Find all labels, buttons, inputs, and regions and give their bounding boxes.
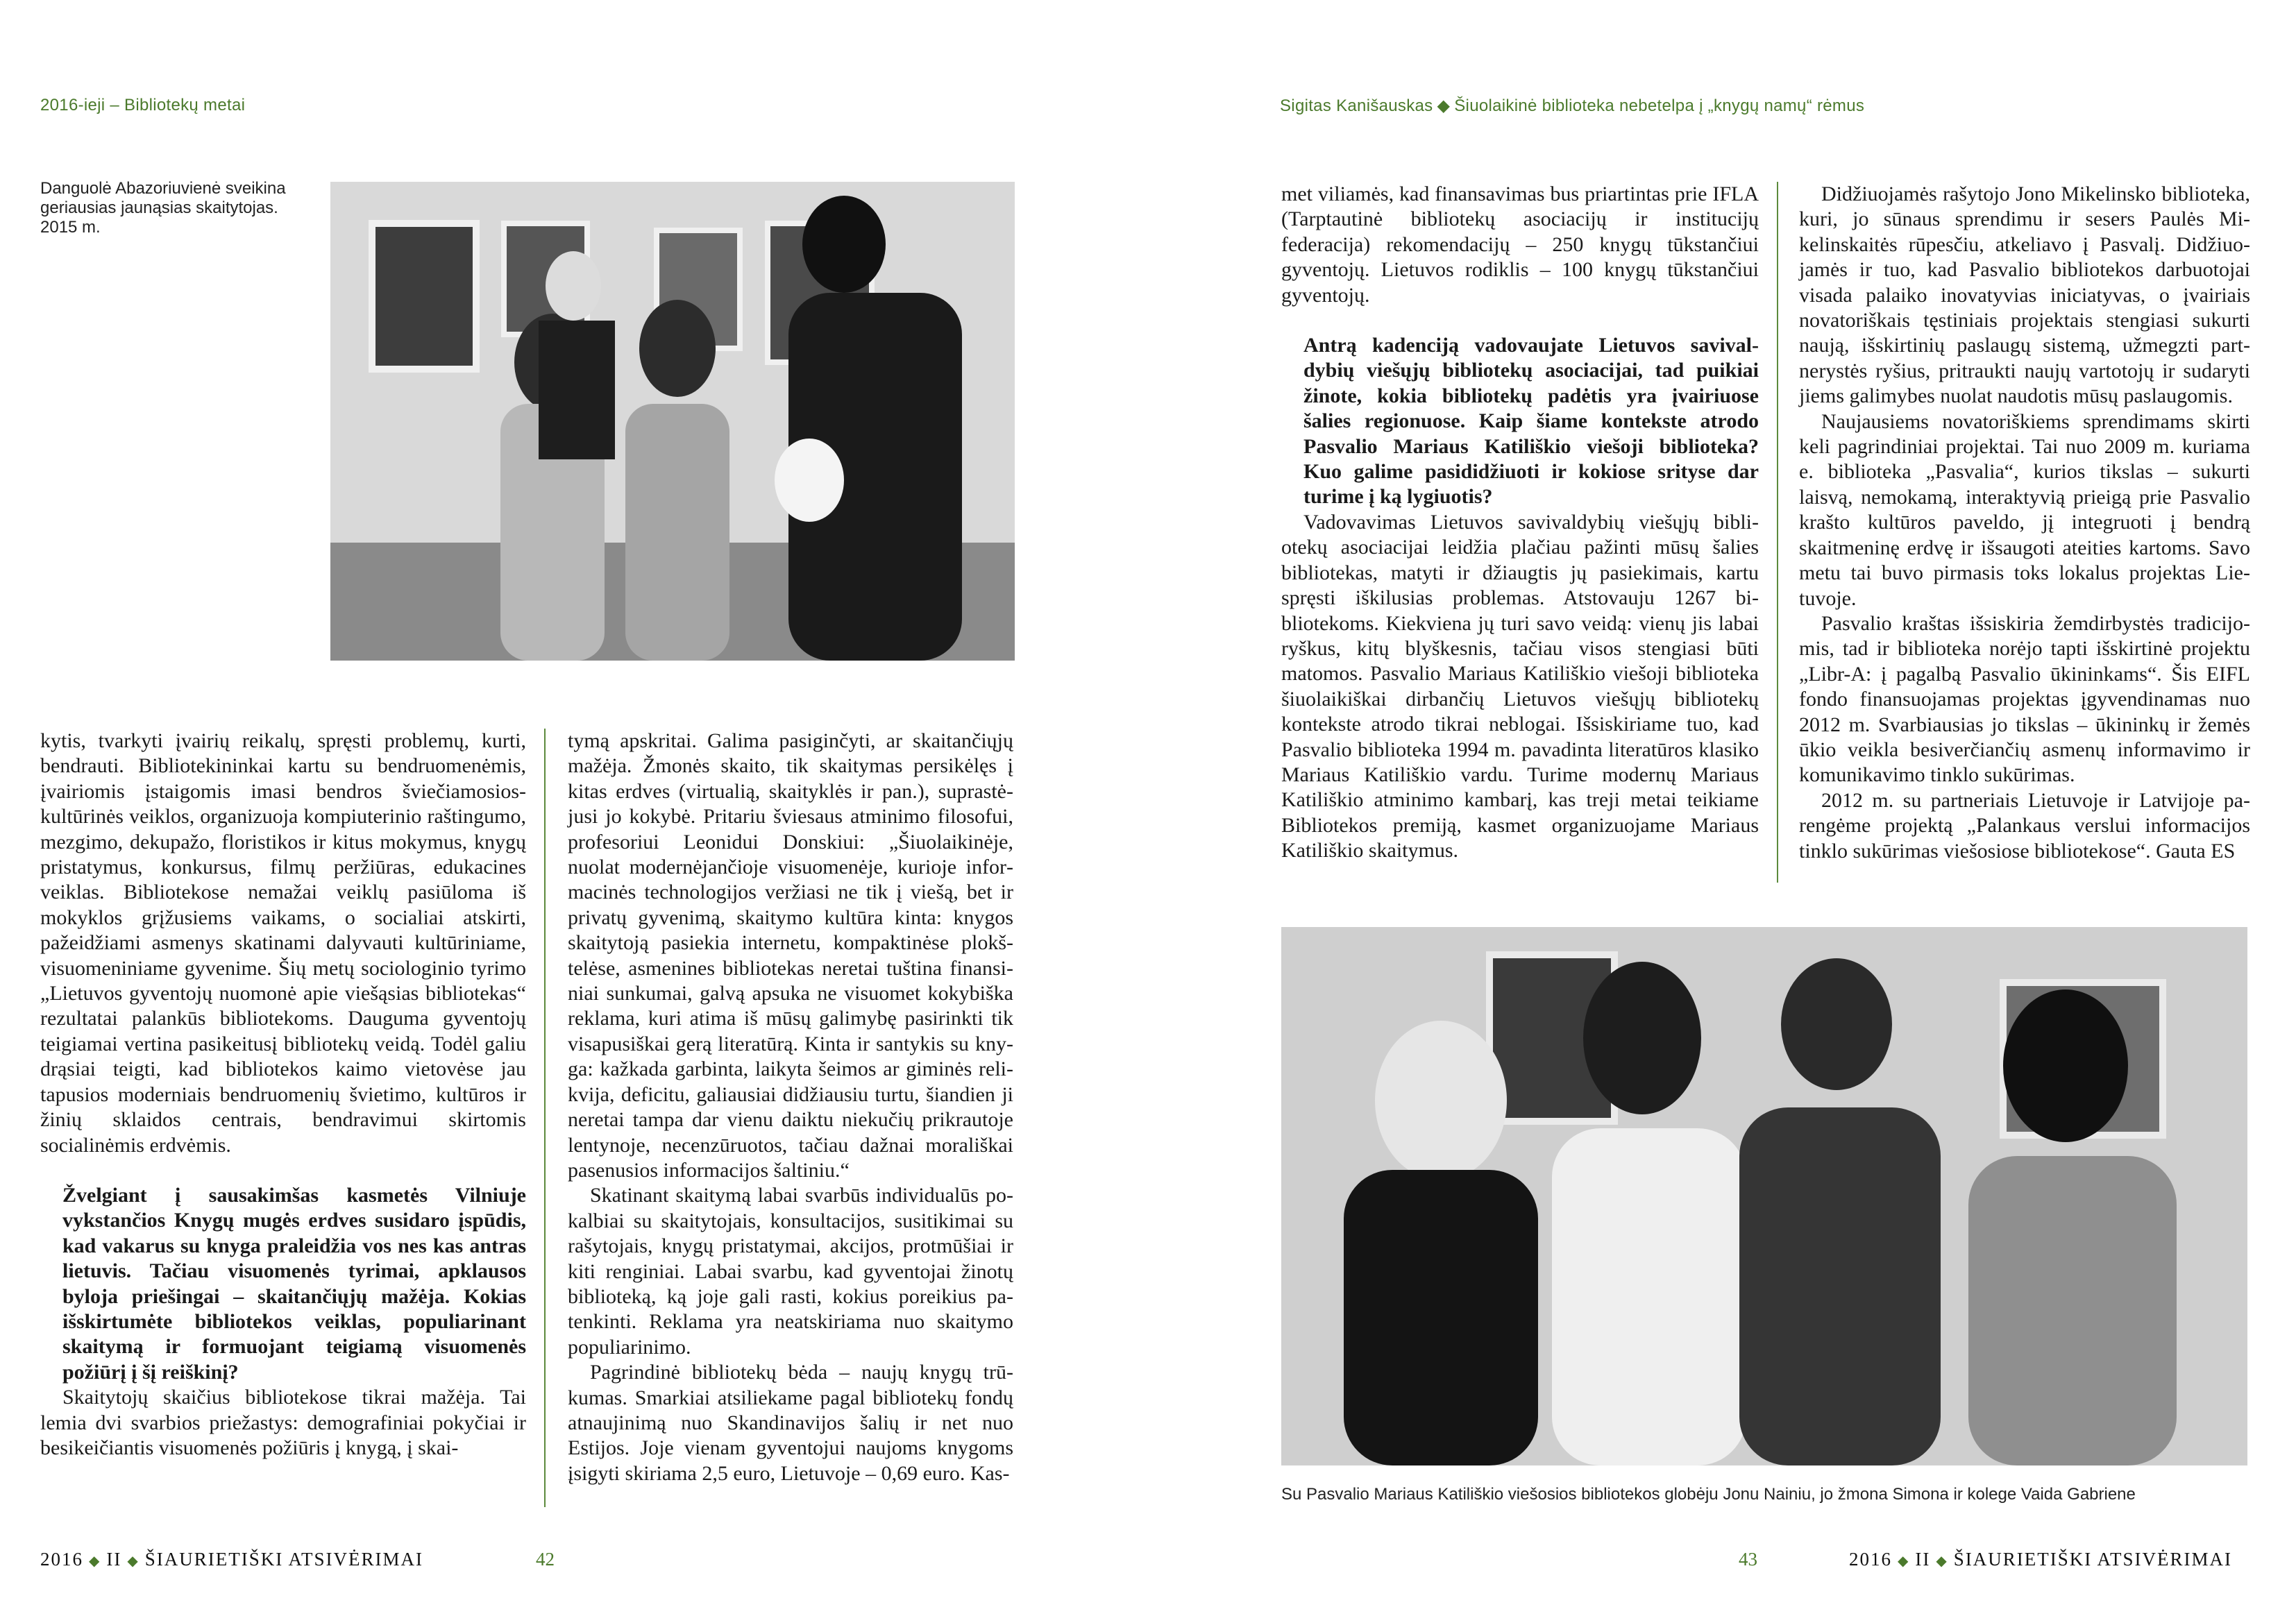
footer-journal: ŠIAURIETIŠKI ATSIVĖRIMAI xyxy=(1953,1549,2233,1570)
paragraph: kytis, tvarkyti įvairių reikalų, spręsti problemų, kurti, bendrauti. Bibliotekininkai kartu su bendruomenėmis, įvairiomis įstaigomis imasi bendros šviečiamosios-kultūrinės veiklos, organizuoja kompiuterinio raštingumo, mezgimo, dekupažo, floristikos ir kitus mokymus, knygų pristatymus, konkursus, filmų peržiūras, edukacines veiklas. Bibliotekose nemažai veiklų pasiūloma iš mokyklos grįžusiems vaikams, o socialiai atskirti, pažeidžiami asmenys skatinami dalyvauti kultūriniame, visuomeniniame gyvenime. Šių metų sociologinio tyrimo „Lietuvos gyventojų nuomonė apie viešąsias bibliotekas“ rezultatai palankūs bibliotekoms. Dauguma gyventojų teigiamai vertina pasikeitusį bibliotekų veidą. Todėl galiu drąsiai teigti, kad bibliotekos kaimo vietovėse jau tapusios moderniais bendruomenių švietimo, kultūros ir žinių sklaidos centrais, bendravimui skirtomis socialinėmis erdvėmis. xyxy=(40,729,526,1157)
paragraph: Skatinant skaitymą labai svarbūs individualūs pokalbiai su skaitytojais, konsultacijos, susitikimai su rašytojais, knygų pristatymai, akcijos, protmūšiai ir kiti renginiai. Labai svarbu, kad gyventojai žinotų biblioteką, ką joje gali rasti, kokius poreikius patenkinti. Reklama yra neatskiriama nuo skaitymo populiarinimo. xyxy=(568,1184,1013,1359)
paragraph: Vadovavimas Lietuvos savivaldybių viešųjų bibliotekų asociacijai leidžia plačiau pažinti mūsų šalies bibliotekas, matyti ir džiaugtis jų pasiekimais, kartu spręsti iškilusias problemas. Atstovauju 1267 bibliotekoms. Kiekviena jų turi savo veidą: vienų jis labai ryškus, kitų blyškesnis, tačiau visos stengiasi būti matomos. Pasvalio Mariaus Katiliškio viešoji biblioteka šiuolaikiškai dirbančių Lietuvos viešųjų bibliotekų kontekste atrodo tikrai neblogai. Išsiskiriame tuo, kad Pasvalio biblioteka 1994 m. pavadinta literatūros klasiko Mariaus Katiliškio vardu. Turime modernų Mariaus Katiliškio atminimo kambarį, kas treji metai teikiame Bibliotekos premiją, kasmet organizuojame Mariaus Katiliškio skaitymus. xyxy=(1281,510,1759,863)
running-head-author: Sigitas Kanišauskas xyxy=(1280,96,1433,115)
right-photo-caption: Su Pasvalio Mariaus Katiliškio viešosios bibliotekos globėju Jonu Nainiu, jo žmona Simona ir kolege Vaida Gabriene xyxy=(1281,1485,2136,1504)
right-running-head xyxy=(1280,96,1864,116)
right-photo xyxy=(1281,927,2247,1465)
diamond-icon: ◆ xyxy=(1898,1554,1910,1569)
right-column-1 xyxy=(1281,182,1759,864)
right-page-number: 43 xyxy=(1739,1549,1757,1570)
paragraph: Pasvalio kraštas išsiskiria žemdirbystės tradicijomis, tad ir biblioteka norėjo tapti išskirtinė projektu „Libr-A: į pagalbą Pasvalio ūkininkams“. Šis EIFL fondo finansuojamas projektas įgyvendinamas nuo 2012 m. Svarbiausias jo tikslas – ūkininkų ir žemės ūkio veikla besiverčiančių asmenų informavimo ir komunikavimo tinklo sukūrimas. xyxy=(1799,611,2250,787)
footer-volume: II xyxy=(106,1549,122,1570)
paragraph: Pagrindinė bibliotekų bėda – naujų knygų trūkumas. Smarkiai atsiliekame pagal bibliotekų fondų atnaujinimą nuo Skandinavijos šalių ir net nuo Estijos. Joje vienam gyventojui naujoms knygoms įsigyti skiriama 2,5 euro, Lietuvoje – 0,69 euro. Kas- xyxy=(568,1361,1013,1485)
diamond-icon: ◆ xyxy=(89,1554,101,1569)
left-column-2 xyxy=(568,729,1013,1486)
left-footer xyxy=(40,1549,423,1570)
diamond-icon: ◆ xyxy=(1936,1554,1948,1569)
column-rule xyxy=(544,729,546,1507)
footer-volume: II xyxy=(1915,1549,1931,1570)
paragraph: Naujausiems novatoriškiems sprendimams skirti keli pagrindiniai projektai. Tai nuo 2009 m. kuriama e. biblioteka „Pasvalia“, kurios tikslas – sukurti laisvą, nemokamą, interaktyvią prieigą prie Pasvalio krašto kultūros paveldo, jį integruoti į bendrą skaitmeninę erdvę ir išsaugoti ateities kartoms. Savo metu tai buvo pirmasis toks lokalus projektas Lietuvoje. xyxy=(1799,409,2250,610)
diamond-icon: ◆ xyxy=(1437,96,1451,115)
right-photo-illustration xyxy=(1281,927,2247,1465)
left-column-1 xyxy=(40,729,526,1461)
footer-journal: ŠIAURIETIŠKI ATSIVĖRIMAI xyxy=(144,1549,424,1570)
left-photo-illustration xyxy=(330,182,1015,661)
running-head-title: Šiuolaikinė biblioteka nebetelpa į „knygų namų“ rėmus xyxy=(1454,96,1865,115)
right-footer xyxy=(1849,1549,2232,1570)
interview-question: Žvelgiant į sausakimšas kasmetės Vilniuje vykstančios Knygų mugės erdves susidaro įspūdis, kad vakarus su knyga praleidžia vos nes kas antras lietuvis. Tačiau visuomenės tyrimai, apklausos byloja priešingai – skaitančiųjų mažėja. Kokias išskirtumėte bibliotekos veiklas, populiarinant skaitymą ir formuojant teigiamą visuomenės požiūrį į šį reiškinį? xyxy=(62,1183,526,1384)
paragraph: Skaitytojų skaičius bibliotekose tikrai mažėja. Tai lemia dvi svarbios priežastys: demografiniai pokyčiai ir besikeičiantis visuomenės požiūris į knygą, į skai- xyxy=(40,1386,526,1459)
paragraph: 2012 m. su partneriais Lietuvoje ir Latvijoje parengėme projektą „Palankaus verslui informacijos tinklo sukūrimas viešosiose bibliotekose“. Gauta ES xyxy=(1799,788,2250,863)
footer-year: 2016 xyxy=(40,1549,83,1570)
left-photo xyxy=(330,182,1015,661)
left-photo-caption: Danguolė Abazoriuvienė sveikina geriausias jaunąsias skaitytojas. 2015 m. xyxy=(40,179,286,237)
diamond-icon: ◆ xyxy=(127,1554,140,1569)
paragraph: met viliamės, kad finansavimas bus priartintas prie IFLA (Tarptautinė bibliotekų asociacijų ir institucijų federacija) rekomendacijų – 250 knygų tūkstančiui gyventojų. Lietuvos rodiklis – 100 knygų tūkstančiui gyventojų. xyxy=(1281,182,1759,307)
left-page-number: 42 xyxy=(536,1549,555,1570)
column-rule xyxy=(1777,182,1778,883)
left-running-head: 2016-ieji – Bibliotekų metai xyxy=(40,96,246,114)
right-column-2 xyxy=(1799,182,2250,864)
paragraph: tymą apskritai. Galima pasiginčyti, ar skaitančiųjų mažėja. Žmonės skaito, tik skaitymas persikėlęs į kitas erdves (virtualią, skaityklės ir pan.), suprastėjusi jo kokybė. Pritariu šviesaus atminimo filosofui, profesoriui Leonidui Donskiui: „Šiuolaikinėje, nuolat modernėjančioje visuomenėje, kurioje informacinės technologijos veržiasi ne tik į viešą, bet ir privatų gyvenimą, skaitymo kultūra kinta: knygos skaitytoją pasiekia internetu, kompaktinėse plokštelėse, asmenines bibliotekas neretai tuština finansiniai sunkumai, galvą apsuka ne visuomet kokybiška reklama, kuri atima iš mūsų galimybę pasirinkti tik visapusiškai gerą literatūrą. Kinta ir santykis su knyga: kažkada garbinta, laikyta šeimos ar giminės relikvija, deficitu, galiausiai didžiausiu turtu, šiandien ji neretai tampa dar vienu daiktu niekučių prikrautoje lentynoje, necenzūruotos, tačiau dažnai morališkai pasenusios informacijos šaltiniu.“ xyxy=(568,729,1013,1182)
footer-year: 2016 xyxy=(1849,1549,1892,1570)
paragraph: Didžiuojamės rašytojo Jono Mikelinsko biblioteka, kuri, jo sūnaus sprendimu ir sesers Paulės Mikelinskaitės rūpesčiu, atkeliavo į Pasvalį. Didžiuojamės ir tuo, kad Pasvalio bibliotekos darbuotojai visada palaiko inovatyvias iniciatyvas, o įvairiais novatoriškais tęstiniais projektais stengiasi sukurti naują, išskirtinių paslaugų sistemą, užmegzti partnerystės ryšius, pritraukti naujų vartotojų ir sudaryti jiems galimybes nuolat naudotis mūsų paslaugomis. xyxy=(1799,182,2250,408)
interview-question: Antrą kadenciją vadovaujate Lietuvos savivaldybių viešųjų bibliotekų asociacijai, tad puikiai žinote, kokia bibliotekų padėtis yra įvairiuose šalies regionuose. Kaip šiame kontekste atrodo Pasvalio Mariaus Katiliškio viešoji biblioteka? Kuo galime pasididžiuoti ir kokiose srityse dar turime į ką lygiuotis? xyxy=(1303,334,1759,509)
